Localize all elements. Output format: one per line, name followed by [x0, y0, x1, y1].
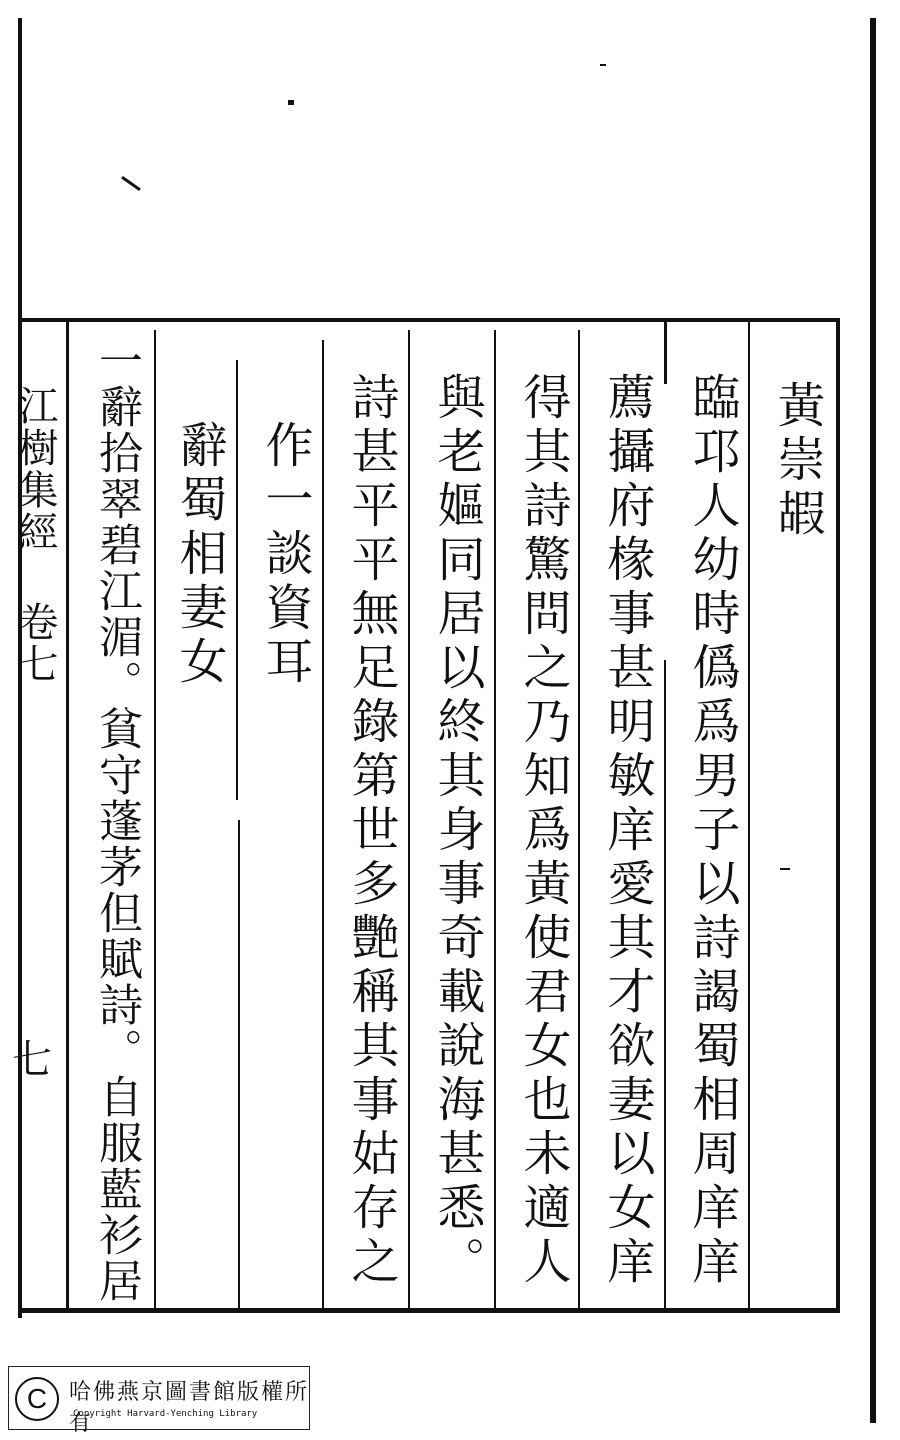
column-divider — [236, 360, 238, 800]
text-column-poem: 一辭拾翠碧江湄。貧守蓬茅但賦詩。自服藍衫居 — [91, 338, 142, 1304]
text-column-poem-title: 辭蜀相妻女 — [171, 420, 227, 690]
text-column-6: 作一談資耳 — [257, 420, 313, 690]
column-divider — [408, 330, 410, 1308]
text-column-5: 詩甚平平無足錄第世多艷稱其事姑存之 — [343, 372, 399, 1290]
text-column-1: 臨邛人幼時僞爲男子以詩謁蜀相周庠庠 — [684, 372, 740, 1290]
copyright-english-text: Copyright Harvard-Yenching Library — [73, 1409, 258, 1419]
column-divider — [664, 322, 667, 384]
column-divider — [494, 330, 496, 1308]
frame-bottom-border — [20, 1308, 840, 1313]
frame-right-border — [836, 318, 840, 1313]
margin-book-title: 江樹集經 卷七 — [12, 385, 58, 685]
ink-speck — [600, 64, 606, 66]
frame-left-border — [66, 318, 69, 1313]
ink-speck — [780, 868, 790, 870]
copyright-chinese-text: 哈佛燕京圖書館版權所有 — [69, 1380, 310, 1436]
copyright-icon: C — [15, 1377, 59, 1421]
ink-speck — [121, 176, 141, 191]
text-column-2: 薦攝府椽事甚明敏庠愛其才欲妻以女庠 — [599, 372, 655, 1290]
column-divider — [154, 330, 156, 1308]
frame-top-border — [20, 318, 840, 322]
margin-page-number: 七 — [12, 1037, 52, 1083]
ink-speck — [288, 100, 294, 105]
column-divider — [322, 340, 324, 1308]
text-column-title: 黃崇嘏 — [769, 380, 825, 542]
column-divider — [748, 322, 750, 1308]
column-divider — [238, 820, 240, 1308]
column-divider — [578, 330, 580, 1308]
column-divider — [664, 660, 666, 1308]
text-column-4: 與老嫗同居以終其身事奇載說海甚悉。 — [429, 372, 485, 1290]
spine-rule — [870, 18, 876, 1423]
text-column-3: 得其詩驚問之乃知爲黃使君女也未適人 — [515, 372, 571, 1290]
copyright-stamp — [8, 1366, 310, 1436]
